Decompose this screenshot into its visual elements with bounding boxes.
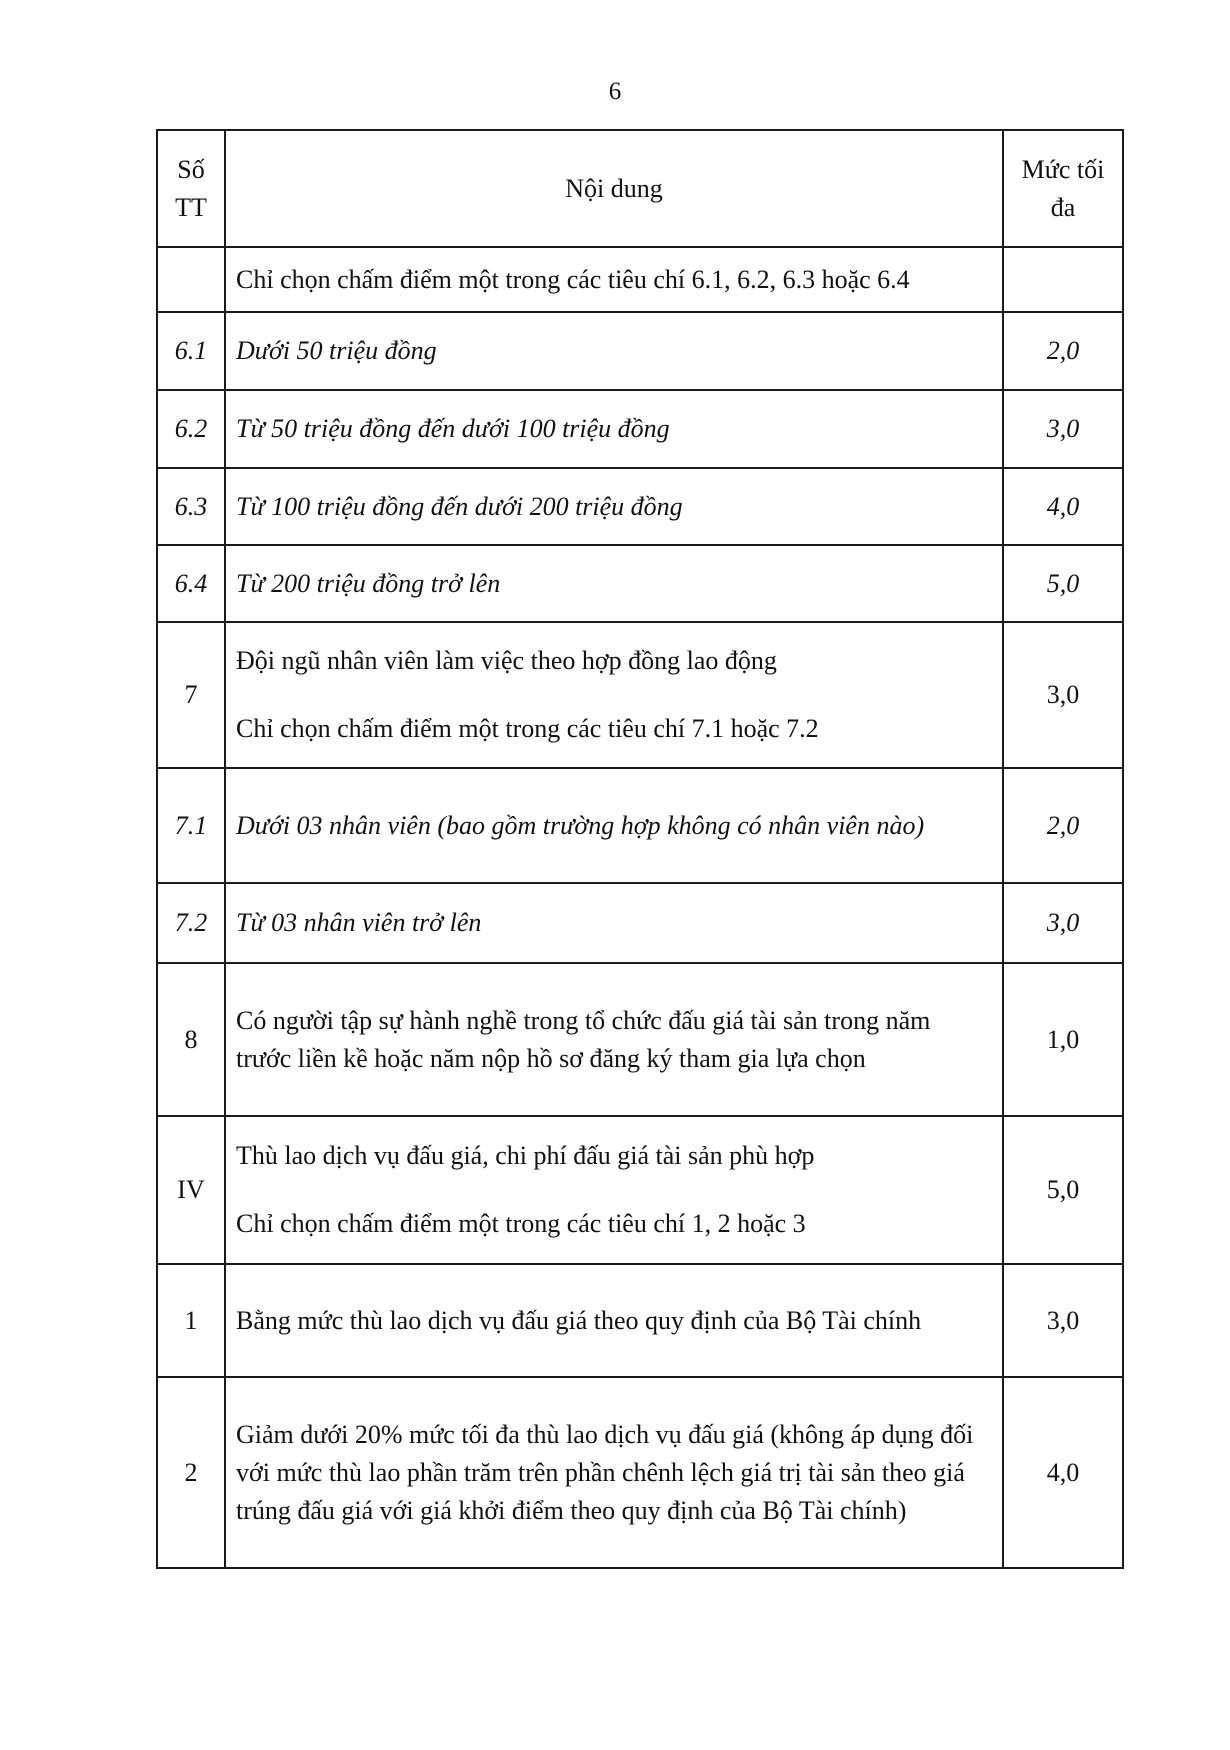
table-row: [157, 963, 1123, 1116]
header-content: Nội dung: [225, 130, 1003, 247]
row-max-score: [1003, 247, 1123, 312]
row-content: [225, 1377, 1003, 1568]
row-content-paragraph: Đội ngũ nhân viên làm việc theo hợp đồng lao động: [236, 646, 777, 675]
table-header-row: [157, 130, 1123, 247]
row-number: 1: [157, 1264, 225, 1377]
scoring-table: [156, 129, 1124, 1569]
row-content-paragraph: Có người tập sự hành nghề trong tổ chức đấu giá tài sản trong năm trước liền kề hoặc năm nộp hồ sơ đăng ký tham gia lựa chọn: [236, 1005, 931, 1073]
row-content-paragraph: Bằng mức thù lao dịch vụ đấu giá theo quy định của Bộ Tài chính: [236, 1305, 922, 1335]
row-number: 6.4: [157, 545, 225, 622]
row-max-score: 4,0: [1003, 1377, 1123, 1568]
row-content-paragraph: Từ 03 nhân viên trở lên: [236, 908, 482, 937]
row-max-score: 2,0: [1003, 312, 1123, 390]
row-max-score: 2,0: [1003, 768, 1123, 883]
header-number-line1: Số: [177, 154, 205, 184]
table-row: [157, 622, 1123, 768]
row-content: [225, 963, 1003, 1116]
row-max-score: 1,0: [1003, 963, 1123, 1116]
row-content-paragraph: Từ 200 triệu đồng trở lên: [236, 568, 501, 598]
row-content: [225, 545, 1003, 622]
row-content: [225, 1116, 1003, 1264]
row-number: [157, 247, 225, 312]
table-row: [157, 312, 1123, 390]
row-content-paragraph: Từ 100 triệu đồng đến dưới 200 triệu đồng: [236, 491, 683, 521]
row-max-score: 3,0: [1003, 1264, 1123, 1377]
row-content: [225, 247, 1003, 312]
row-max-score: 5,0: [1003, 1116, 1123, 1264]
row-content-paragraph: Thù lao dịch vụ đấu giá, chi phí đấu giá tài sản phù hợp: [236, 1141, 815, 1170]
table-row: [157, 247, 1123, 312]
row-number: 2: [157, 1377, 225, 1568]
header-number-line2: TT: [175, 192, 207, 222]
row-number: 7: [157, 622, 225, 768]
table-row: [157, 1377, 1123, 1568]
row-max-score: 3,0: [1003, 883, 1123, 963]
table-row: [157, 1116, 1123, 1264]
row-content-paragraph: Dưới 50 triệu đồng: [236, 336, 437, 365]
row-content: [225, 312, 1003, 390]
row-number: 7.1: [157, 768, 225, 883]
table-row: [157, 468, 1123, 545]
row-max-score: 5,0: [1003, 545, 1123, 622]
row-number: 8: [157, 963, 225, 1116]
header-max-score: [1003, 130, 1123, 247]
row-content: [225, 768, 1003, 883]
table-row: [157, 883, 1123, 963]
table-row: [157, 390, 1123, 468]
row-number: 7.2: [157, 883, 225, 963]
table-row: [157, 768, 1123, 883]
header-max-line2: đa: [1050, 192, 1076, 222]
row-max-score: 3,0: [1003, 622, 1123, 768]
row-content: [225, 1264, 1003, 1377]
row-number: IV: [157, 1116, 225, 1264]
header-number: [157, 130, 225, 247]
row-number: 6.1: [157, 312, 225, 390]
row-content: [225, 622, 1003, 768]
row-content-paragraph: Chỉ chọn chấm điểm một trong các tiêu chí 1, 2 hoặc 3: [236, 1209, 806, 1238]
table-row: [157, 545, 1123, 622]
row-content-paragraph: Chỉ chọn chấm điểm một trong các tiêu chí 6.1, 6.2, 6.3 hoặc 6.4: [236, 264, 910, 294]
row-content-paragraph: Chỉ chọn chấm điểm một trong các tiêu chí 7.1 hoặc 7.2: [236, 714, 819, 743]
row-content-paragraph: Từ 50 triệu đồng đến dưới 100 triệu đồng: [236, 414, 670, 443]
row-content: [225, 468, 1003, 545]
row-max-score: 4,0: [1003, 468, 1123, 545]
page-number: 6: [608, 78, 622, 105]
row-content: [225, 390, 1003, 468]
row-content-paragraph: Dưới 03 nhân viên (bao gồm trường hợp không có nhân viên nào): [236, 810, 925, 840]
row-content-paragraph: Giảm dưới 20% mức tối đa thù lao dịch vụ đấu giá (không áp dụng đối với mức thù lao phần trăm trên phần chênh lệch giá trị tài sản theo giá trúng đấu giá với giá khởi điểm theo quy định của Bộ Tài chính): [236, 1419, 974, 1525]
row-number: 6.3: [157, 468, 225, 545]
table-body: [157, 247, 1123, 1568]
table-row: [157, 1264, 1123, 1377]
header-max-line1: Mức tối: [1021, 154, 1105, 184]
row-content: [225, 883, 1003, 963]
row-max-score: 3,0: [1003, 390, 1123, 468]
row-number: 6.2: [157, 390, 225, 468]
